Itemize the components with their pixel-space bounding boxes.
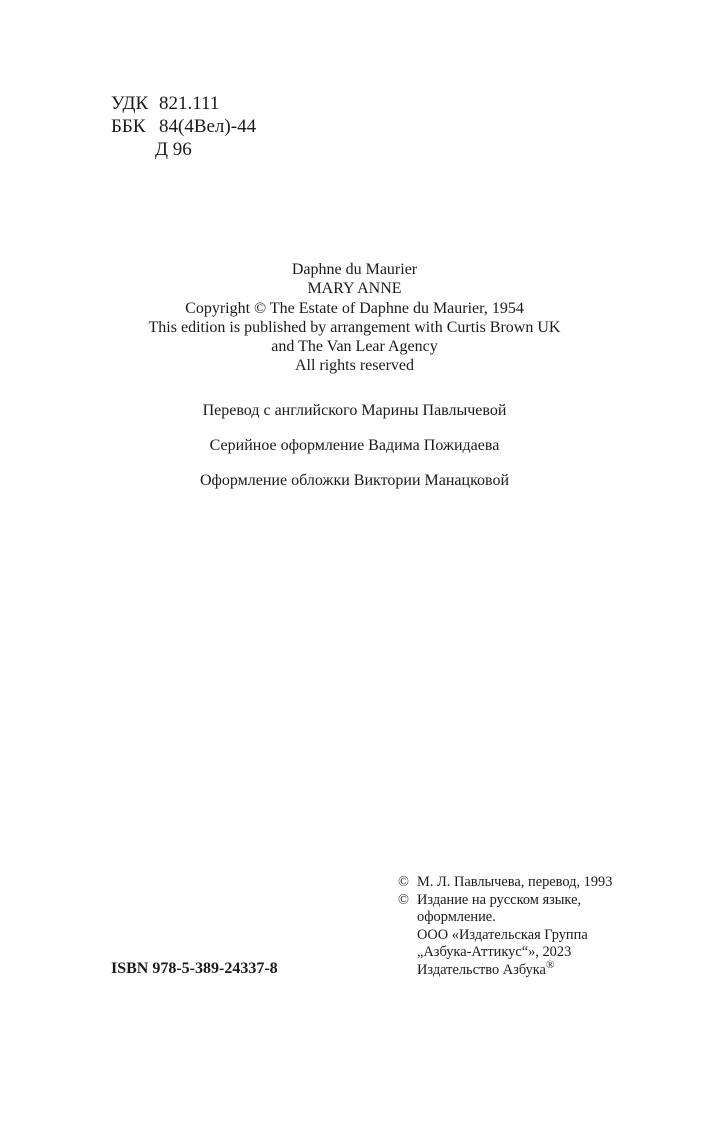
classification-block (111, 92, 256, 161)
russian-credits (0, 393, 709, 498)
edition-line-2: and The Van Lear Agency (271, 338, 438, 356)
series-design-credit: Серийное оформление Вадима Пожидаева (209, 436, 500, 454)
udk-row (111, 92, 256, 115)
cover-design-credit: Оформление обложки Виктории Манацковой (199, 471, 510, 489)
edition-line: ООО «Издательская Группа (417, 926, 588, 943)
original-author: Daphne du Maurier (291, 261, 418, 278)
udk-label: УДК (111, 93, 149, 114)
bbk-value: 84(4Вел)-44 (159, 116, 257, 137)
udk-value: 821.111 (159, 93, 220, 114)
rights-reserved: All rights reserved (294, 357, 415, 375)
translation-credit: Перевод с английского Марины Павлычевой (202, 401, 507, 419)
edition-copyright (398, 892, 612, 980)
bbk-row (111, 115, 256, 138)
edition-line: Издание на русском языке, (417, 891, 582, 908)
bbk-label: ББК (111, 116, 146, 137)
edition-line-1: This edition is published by arrangement with Curtis Brown UK (148, 318, 561, 336)
copyright-block (398, 874, 612, 979)
copyright-line: Copyright © The Estate of Daphne du Maurier, 1954 (185, 299, 524, 317)
copyright-mark: © (398, 874, 409, 890)
isbn: ISBN 978-5-389-24337-8 (111, 960, 278, 977)
credits-block (0, 260, 709, 498)
registered-mark: ® (545, 958, 555, 971)
copyright-mark: © (398, 891, 409, 908)
translator-line: М. Л. Павлычева, перевод, 1993 (417, 874, 613, 890)
edition-line: „Азбука-Аттикус“», 2023 (417, 944, 572, 960)
imprint-name: Издательство Азбука (417, 961, 546, 978)
author-mark: Д 96 (155, 139, 192, 160)
original-title: MARY ANNE (307, 280, 402, 298)
imprint-line (417, 958, 612, 980)
translator-copyright (398, 874, 612, 892)
edition-line: оформление. (417, 909, 496, 925)
